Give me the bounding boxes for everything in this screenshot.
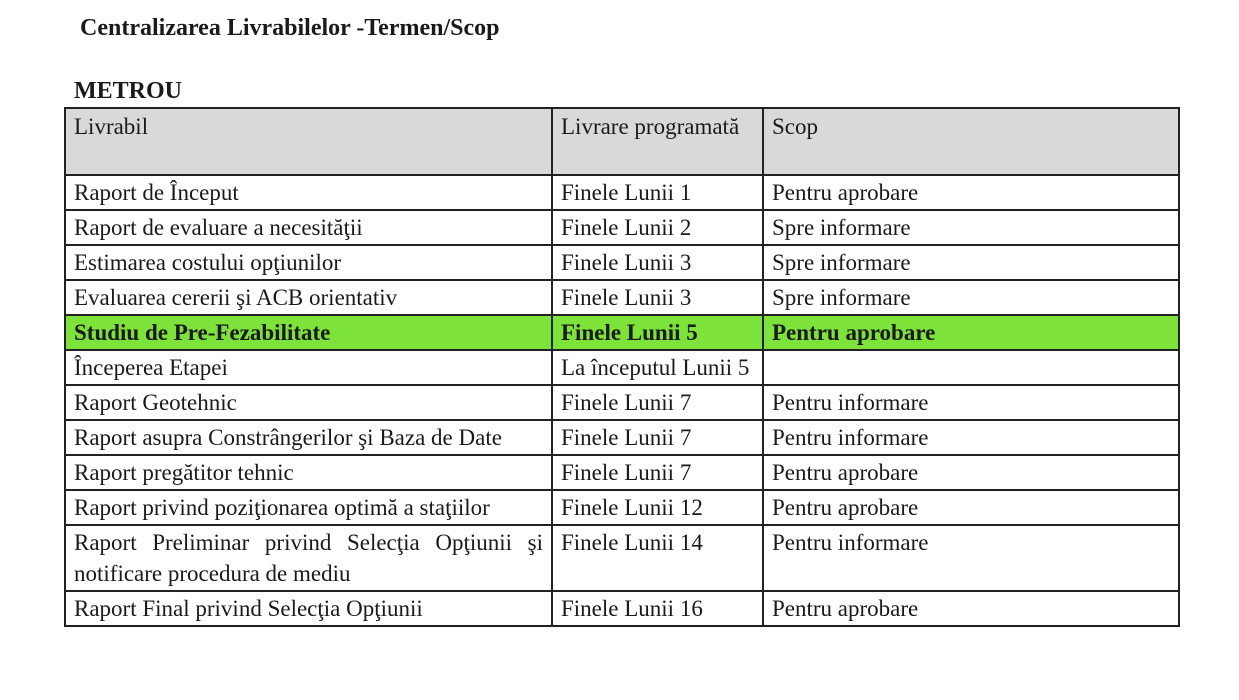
cell-scop: Pentru aprobare (763, 591, 1179, 626)
table-row (65, 280, 1179, 315)
cell-livrabil: Raport privind poziţionarea optimă a staţiilor (65, 490, 552, 525)
cell-livrabil: Raport de Început (65, 175, 552, 210)
cell-scop: Pentru aprobare (763, 315, 1179, 350)
table-row (65, 385, 1179, 420)
cell-livrare: Finele Lunii 7 (552, 420, 763, 455)
cell-livrare: Finele Lunii 7 (552, 385, 763, 420)
table-row (65, 420, 1179, 455)
cell-livrare: Finele Lunii 3 (552, 245, 763, 280)
cell-scop: Spre informare (763, 245, 1179, 280)
cell-livrare: Finele Lunii 12 (552, 490, 763, 525)
cell-livrare: Finele Lunii 5 (552, 315, 763, 350)
cell-livrabil: Raport Preliminar privind Selecţia Opţiunii şi notificare procedura de mediu (65, 525, 552, 591)
cell-scop: Spre informare (763, 280, 1179, 315)
cell-scop: Pentru informare (763, 525, 1179, 591)
cell-livrabil: Începerea Etapei (65, 350, 552, 385)
cell-livrabil: Estimarea costului opţiunilor (65, 245, 552, 280)
cell-livrare: Finele Lunii 3 (552, 280, 763, 315)
table-row (65, 245, 1179, 280)
cell-livrabil: Raport asupra Constrângerilor şi Baza de Date (65, 420, 552, 455)
table-row-highlighted (65, 315, 1179, 350)
table-row (65, 350, 1179, 385)
table-header-row (65, 108, 1179, 175)
table-row (65, 455, 1179, 490)
deliverables-table (64, 107, 1180, 627)
section-title: METROU (74, 78, 182, 104)
table-row (65, 490, 1179, 525)
cell-livrabil: Raport de evaluare a necesităţii (65, 210, 552, 245)
header-scop: Scop (763, 108, 1179, 175)
cell-scop: Pentru aprobare (763, 175, 1179, 210)
cell-livrare: La începutul Lunii 5 (552, 350, 763, 385)
cell-livrabil: Evaluarea cererii şi ACB orientativ (65, 280, 552, 315)
table-row (65, 210, 1179, 245)
cell-scop: Pentru informare (763, 420, 1179, 455)
table-row (65, 525, 1179, 591)
cell-livrabil: Raport pregătitor tehnic (65, 455, 552, 490)
header-livrabil: Livrabil (65, 108, 552, 175)
cell-livrabil: Raport Final privind Selecţia Opţiunii (65, 591, 552, 626)
cell-livrabil: Raport Geotehnic (65, 385, 552, 420)
table-row (65, 175, 1179, 210)
cell-scop: Spre informare (763, 210, 1179, 245)
cell-livrare: Finele Lunii 2 (552, 210, 763, 245)
cell-livrare: Finele Lunii 1 (552, 175, 763, 210)
cell-scop: Pentru informare (763, 385, 1179, 420)
cell-livrare: Finele Lunii 16 (552, 591, 763, 626)
cell-livrare: Finele Lunii 7 (552, 455, 763, 490)
document-title: Centralizarea Livrabilelor -Termen/Scop (80, 15, 500, 41)
cell-livrabil: Studiu de Pre-Fezabilitate (65, 315, 552, 350)
header-livrare-programata: Livrare programată (552, 108, 763, 175)
cell-scop: Pentru aprobare (763, 455, 1179, 490)
cell-scop: Pentru aprobare (763, 490, 1179, 525)
table-row (65, 591, 1179, 626)
cell-scop (763, 350, 1179, 385)
cell-livrare: Finele Lunii 14 (552, 525, 763, 591)
